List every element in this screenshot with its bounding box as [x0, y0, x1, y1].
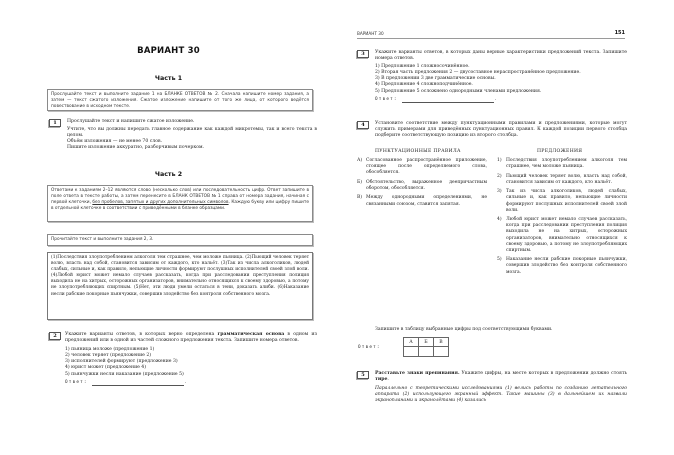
answer-period: . — [494, 96, 497, 102]
task-1-body — [67, 119, 317, 151]
option-item: 3) В предложении 3 две грамматические основы. — [375, 76, 496, 82]
option-item: 4) Предложение 4 сложноподчинённое. — [375, 82, 473, 88]
prompt-text: в одном из предложений или в одной из частей сложного предложения текста. Запишите номера ответов. — [65, 332, 317, 344]
rule-item — [357, 158, 487, 176]
sentence-text: Наказание несли рабские покорные пьянчужки, совершив злодейство без контроля собственного мозга. — [506, 257, 627, 275]
task-5-body — [375, 371, 627, 404]
option-item: 1) Предложение 1 сложносочинённое. — [375, 64, 470, 70]
rule-key: А) — [357, 158, 363, 163]
sentence-text: Последствия злоупотреблением алкоголя тем страшнее, чем моложе пьяница. — [506, 158, 627, 170]
prompt-bold: тире — [375, 377, 388, 383]
part2-instructions-text: Ответами к заданиям 2–12 являются слово (несколько слов) или последовательность цифр. Ответ запишите в поле ответа в тексте работы, а затем перенесите в БЛАНК ОТВЕТОВ № 1 справа от номера задания, начиная с первой клеточки, — [51, 187, 309, 205]
running-head-title: ВАРИАНТ 30 — [357, 31, 384, 36]
answer-cell-a[interactable] — [404, 347, 419, 357]
sentence-key: 1) — [497, 158, 502, 163]
task-1-line: Объём изложения — не менее 70 слов. — [67, 139, 163, 145]
part2-instructions-underlined: без пробелов, запятых и других дополнительных символов — [92, 199, 229, 205]
answer-field[interactable] — [92, 379, 187, 386]
prompt-bold: грамматическая основа — [217, 332, 285, 337]
task-number: 3 — [357, 50, 369, 58]
rule-key: Б) — [357, 179, 363, 185]
answer-table — [403, 337, 449, 357]
task-4-prompt: Установите соответствие между пунктуационными правилами и предложениями, которые могут служить примерами для приведённых пунктуационных правил. К каждой позиции первого столбца подберите соответствующую позицию из второго столбца. — [375, 121, 627, 139]
part2-instructions-text: . Каждую букву или цифру пишите в отдельной клеточке в соответствии с приведёнными в бланке образцами. — [51, 199, 310, 211]
prompt-text: Укажите варианты ответов, в которых верно определена — [65, 332, 218, 337]
task-3-prompt: Укажите варианты ответов, в которых даны верные характеристики предложений текста. Запишите номера ответов. — [375, 50, 627, 62]
answer-label: Ответ: — [65, 379, 88, 385]
sentence-key: 2) — [497, 173, 502, 179]
sentence-key: 4) — [497, 217, 502, 223]
read-instruction: Прочитайте текст и выполните задания 2, 3. — [47, 234, 313, 246]
reading-text: (1)Последствия злоупотреблением алкоголя тем страшнее, чем моложе пьяница. (2)Пьющий человек теряет волю, власть над собой, становится зависим от каждого, кто нальёт. (3)Так из числа алкоголиков, людей слабых, сильные и, как правило, непьющие личности формируют послушных исполнителей своей злой воли. (4)Любой юрист может немало случаев рассказать, когда при расследовании преступления полиция выходила не на хитрых, осторожных организаторов, внимательно относящихся к своему здоровью, а потому не злоупотребляющих спиртным. (5)Нет, эти люди умели остаться в тени, доказать алиби. (6)Наказание несли рабские покорные пьянчужки, совершив злодейство без контроля собственного мозга. — [47, 252, 313, 320]
sentences-column-header: ПРЕДЛОЖЕНИЯ — [537, 149, 583, 154]
task-1-line: Учтите, что вы должны передать главное содержание как каждой микротемы, так и всего текста в целом. — [67, 127, 317, 139]
page-number: 151 — [614, 30, 625, 36]
part2-title: Часть 2 — [154, 171, 183, 178]
answer-row — [65, 380, 317, 386]
part2-instructions — [47, 185, 313, 222]
rule-key: В) — [357, 195, 363, 201]
rule-item — [357, 195, 487, 207]
task-3-body — [375, 50, 627, 103]
rules-column — [357, 158, 487, 211]
option-item: 2) человек теряет (предложение 2) — [65, 353, 152, 359]
task-number: 2 — [49, 332, 61, 340]
option-item: 3) исполнителей формируют (предложение 3) — [65, 359, 178, 365]
option-item: 4) юрист может (предложение 4) — [65, 365, 147, 371]
part1-title: Часть 1 — [154, 75, 183, 82]
task-5-prompt — [375, 371, 627, 383]
answer-field[interactable] — [402, 96, 497, 103]
sentence-text: Пьющий человек теряет волю, власть над собой, становится зависим от каждого, кто нальёт. — [506, 173, 627, 185]
option-item: 5) пьянчужки несли наказание (предложение 5) — [65, 371, 184, 377]
task-5-sentence: Параллельно с теоретическими исследованиями (1) велись работы по созданию летательного аппарата (2) использующего экранный эффект. Такие машины (3) в дальнейшем их назвали экранопланами и экранолётами (4) казались — [375, 386, 627, 404]
sentence-text: Так из числа алкоголиков, людей слабых, сильные и, как правило, непьющие личности формируют послушных исполнителей своей злой воли. — [506, 189, 627, 213]
running-head — [357, 31, 625, 39]
table-instruction: Запишите в таблицу выбранные цифры под соответствующими буквами. — [375, 327, 553, 332]
rule-item — [357, 180, 487, 192]
rule-text: Согласованное распространённое приложение, стоящее после определяемого слова, обособляется. — [366, 158, 487, 176]
sentence-item — [497, 174, 627, 186]
task-1-line: Пишите изложение аккуратно, разборчивым почерком. — [67, 145, 204, 151]
sentence-key: 3) — [497, 189, 502, 195]
task-number: 1 — [49, 119, 61, 127]
table-header-v: В — [434, 338, 449, 347]
rule-text: Между однородными определениями, не связанными союзом, ставится запятая. — [366, 195, 487, 207]
prompt-text: Укажите цифры, на месте которых в предложении должно стоять — [459, 371, 627, 376]
table-header-b: Б — [419, 338, 434, 347]
rule-text: Обстоятельство, выраженное деепричастным оборотом, обособляется. — [366, 179, 487, 191]
task-number: 5 — [357, 371, 369, 379]
rules-column-header: ПУНКТУАЦИОННЫЕ ПРАВИЛА — [375, 149, 461, 154]
answer-cell-b[interactable] — [419, 347, 434, 357]
part1-instructions: Прослушайте текст и выполните задание 1 на БЛАНКЕ ОТВЕТОВ № 2. Сначала напишите номер задания, а затем — текст сжатого изложения. Сжатое изложение напишите от того же лица, от которого ведётся повествование в исходном тексте. — [47, 89, 313, 111]
sentence-item — [497, 217, 627, 254]
answer-cell-v[interactable] — [434, 347, 449, 357]
answer-period: . — [184, 379, 187, 385]
sentence-item — [497, 257, 627, 275]
sentence-text: Любой юрист может немало случаев рассказать, когда при расследовании преступления полиция выходила не на хитрых, осторожных организаторов, внимательно относящихся к своему здоровью, а потому не злоупотребляющих спиртным. — [506, 217, 627, 253]
task-1-title: Прослушайте текст и напишите сжатое изложение. — [67, 119, 195, 124]
task-2-body — [65, 332, 317, 386]
option-item: 5) Предложение 5 осложнено однородными членами предложения. — [375, 88, 542, 94]
answer-label: Ответ: — [375, 96, 398, 102]
task-number: 4 — [357, 121, 369, 129]
prompt-text: . — [387, 377, 389, 383]
answer-label: Ответ: — [358, 345, 381, 350]
variant-title: ВАРИАНТ 30 — [137, 46, 200, 56]
option-item: 2) Вторая часть предложения 2 — двусоставное нераспространённое предложение. — [375, 70, 581, 76]
prompt-bold: Расставьте знаки препинания. — [375, 371, 460, 376]
right-page — [337, 0, 674, 455]
task-2-prompt — [65, 332, 317, 344]
sentence-item — [497, 189, 627, 213]
sentence-key: 5) — [497, 257, 502, 263]
sentences-column — [497, 158, 627, 279]
answer-row — [375, 97, 627, 103]
option-item: 1) пьяница моложе (предложение 1) — [65, 347, 155, 353]
sentence-item — [497, 158, 627, 170]
table-header-a: А — [404, 338, 419, 347]
